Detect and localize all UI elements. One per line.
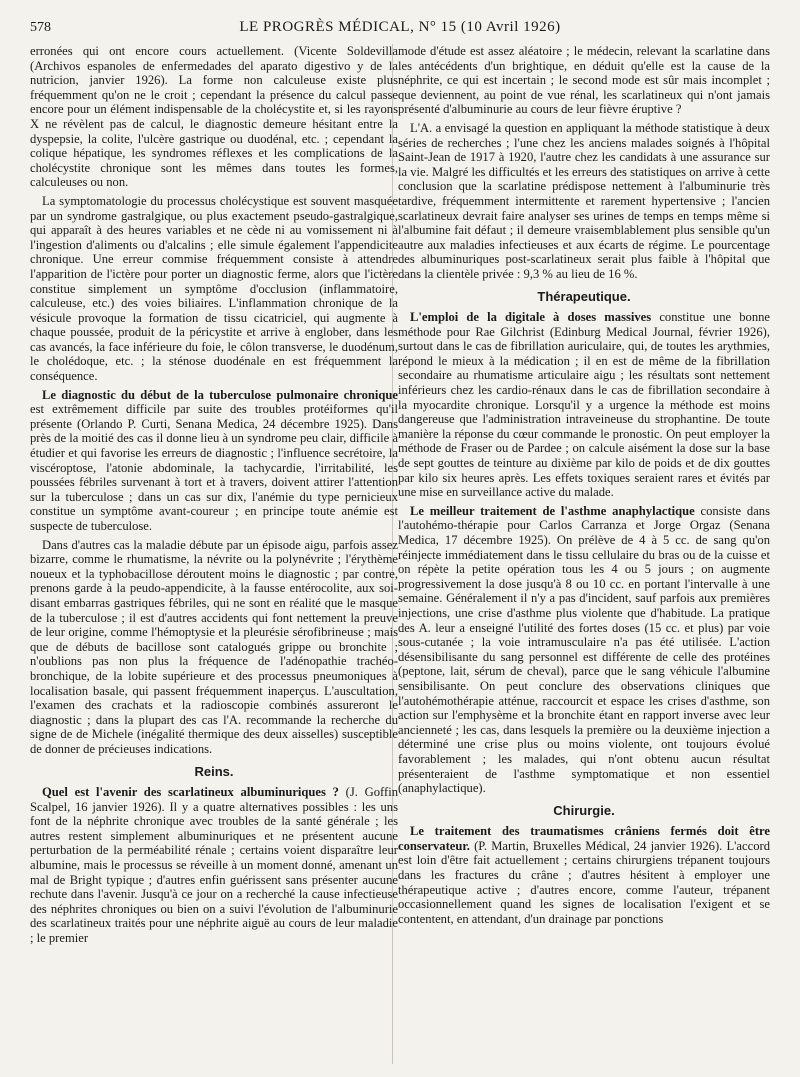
paragraph-tuberculose-cont: Dans d'autres cas la maladie débute par un épisode aigu, parfois assez bizarre, comme le rhumatisme, la névrite ou la polynévrite ; l'érythème noueux et la typhobacillose déroutent moins le diagnostic ; par contre, prenons garde à la peudo-appendicite, à la fausse entérocolite, aux soi-disant embarras gastriques fébriles, qui ne sont en réalité que le masque de la tuberculose ; il est d'autres accidents qui font nettement la preuve de leur origine, comme l'hémoptysie et la pleurésie sérofibrineuse ; mais que de débuts de bacillose sont catalogués grippe ou bronchite ; n'oublions pas non plus la fréquence de l'adénopathie trachéo-bronchique, de la lobite supérieure et des processus pneumoniques à localisation basale, qui passent fréquemment inaperçus. L'auscultation, l'examen des crachats et la radioscopie combinés assureront le diagnostic ; dans la plupart des cas l'A. recommande la recherche du signe de de Michele (inégalité thermique des deux aisselles) susceptible de donner de précieuses indications. bbox=[30, 537, 398, 756]
paragraph-asthme bbox=[398, 504, 770, 796]
paragraph-statistique: L'A. a envisagé la question en appliquant la méthode statistique à deux séries de recherches ; l'une chez les anciens malades soignés à l'hôpital Saint-Jean de 1917 à 1920, l'autre chez les candidats à une assurance sur la vie. Malgré les difficultés et les erreurs des statistiques on arrive à cette conclusion que la scarlatine prédispose nettement à l'albuminurie très tardive, fréquemment intermittente et rarement hypertensive ; l'ancien scarlatineux devrait faire analyser ses urines de temps en temps même si l'albumine fait défaut ; il demeure vraisemblablement plus sensible qu'un autre aux maladies infectieuses et aux écarts de régime. Le pourcentage des albuminuriques post-scarlatineux serait plus faible à l'hôpital que dans la clientèle privée : 9,3 % au lieu de 16 %. bbox=[398, 120, 770, 281]
paragraph-scarlatineux bbox=[30, 785, 398, 946]
section-title-therapeutique: Thérapeutique. bbox=[537, 288, 631, 304]
paragraph-symptomatologie: La symptomatologie du processus cholécystique est souvent masquée par un syndrome gastralgique, ou plus exactement pseudo-gastralgique, qui apparaît à des heures variables et ne cède ni au vomissement ni à l'ingestion d'aliments ou d'alcalins ; elle simule également l'appendicite chronique. Une erreur commise fréquemment consiste à attendre l'apparition de l'ictère pour porter un diagnostic ferme, alors que l'ictère constitue simplement un symptôme d'occlusion (inflammatoire, calculeuse, etc.) des voies biliaires. L'inflammation chronique de la vésicule provoque la formation de tissu cicatriciel, qui augmente à chaque poussée, produit de la péricystite et arrive à englober, dans les cas avancés, la face inférieure du foie, le côlon transverse, le duodénum, le cholédoque, etc. ; la sténose duodénale en est fréquemment la conséquence. bbox=[30, 193, 398, 384]
right-column bbox=[398, 44, 770, 1064]
paragraph-tuberculose bbox=[30, 388, 398, 534]
section-title-chirurgie: Chirurgie. bbox=[553, 802, 615, 818]
section-title-reins: Reins. bbox=[194, 763, 234, 779]
running-header bbox=[30, 0, 770, 40]
page-number: 578 bbox=[30, 20, 51, 35]
article-body-digitale: constitue une bonne méthode pour Rae Gilchrist (Edinburg Medical Journal, février 1926), surtout dans le cas de fibrillation auriculaire, qui, de toutes les arythmies, répond le mieux à la médication ; il en est de même de la fibrillation secondaire au rhumatisme articulaire aigu ; les résultats sont nettement inférieurs chez les cardio-rénaux dans le cas de fibrillation secondaire à la myocardite chronique. Lorsqu'il y a urgence la méthode est moins dangereuse que l'administration intraveineuse du strophantine. De toute manière la réponse du cœur commande le pronostic. On peut employer la méthode de Fraser ou de Pardee ; on calcule aisément la dose sur la base de sept gouttes de teinture au dixième par kilo de poids et de dix gouttes par kilo six heures après. Les effets toxiques seraient rares et évités par une mise en surveillance active du malade. bbox=[398, 310, 770, 500]
article-lead-asthme: Le meilleur traitement de l'asthme anaphylactique bbox=[410, 503, 695, 518]
article-lead-scarlatineux: Quel est l'avenir des scarlatineux albuminuriques ? bbox=[42, 785, 339, 800]
running-title: LE PROGRÈS MÉDICAL, N° 15 (10 Avril 1926) bbox=[239, 19, 561, 35]
article-lead-traumatismes: Le traitement des traumatismes crâniens fermés doit être conservateur. bbox=[398, 824, 770, 853]
paragraph-traumatismes bbox=[398, 824, 770, 926]
left-column bbox=[30, 44, 398, 1064]
article-lead-digitale: L'emploi de la digitale à doses massives bbox=[410, 310, 652, 325]
paragraph-cholecystite-cont: erronées qui ont encore cours actuellement. (Vicente Soldevilla (Archivos espanoles de enfermedades del aparato digestivo y de la nutricion, janvier 1926). La forme non calculeuse existe plus fréquemment qu'on ne le croit ; cependant la présence du calcul passe encore pour un élément indispensable de la cholécystite et, si les rayons X ne révèlent pas de calcul, le diagnostic demeure hésitant entre la dyspepsie, la colite, l'ulcère gastrique ou duodénal, etc. ; cependant la colique hépatique, les syndromes réflexes et les complications de la cholécystite chronique sont les mêmes dans toutes les formes, calculeuses ou non. bbox=[30, 44, 398, 190]
paragraph-digitale bbox=[398, 310, 770, 500]
article-body-tuberculose: est extrêmement difficile par suite des troubles protéiformes qu'il présente (Orlando P. Curti, Senana Medica, 24 décembre 1925). Dans près de la moitié des cas il donne lieu à un syndrome peu clair, difficile à étudier et qui favorise les erreurs de diagnostic ; l'influence secrétoire, la viscéroptose, l'atonie abdominale, la tachycardie, l'irritabilité, les poussées fébriles survenant à tort et à travers, doivent attirer l'attention sur la tuberculose ; dans un cas sur dix, l'anémie du type pernicieux constitue un symptôme avant-coureur ; en principe toute anémie est suspecte de tuberculose. bbox=[30, 402, 398, 533]
paragraph-scarlatineux-cont: mode d'étude est assez aléatoire ; le médecin, relevant la scarlatine dans les antécédents d'un brightique, en déduit qu'elle est la cause de la néphrite, ce qui est incertain ; le second mode est sûr mais incomplet ; que deviennent, au point de vue rénal, les scarlatineux qui n'ont jamais présenté d'albuminurie au cours de leur fièvre éruptive ? bbox=[398, 44, 770, 117]
article-body-asthme: consiste dans l'autohémo-thérapie pour Carlos Carranza et Jorge Orgaz (Senana Medica, 17 décembre 1925). On prélève de 4 à 5 cc. de sang qu'on réinjecte immédiatement dans le tissu cellulaire du bras ou de la cuisse et on répète la petite opération tous les 4 ou 5 jours ; on augmente progressivement la dose jusqu'à 8 ou 10 cc. en portant l'intervalle à une semaine. Généralement il n'y a pas d'incident, sauf parfois aux premières injections, une crise d'asthme plus violente que d'habitude. La pratique des A. leur a enseigné l'utilité des fortes doses (15 cc. et plus) par voie sous-cutanée ; la voie intramusculaire n'a pas été utilisée. L'action désensibilisante du sang personnel est différente de celle des protéines (peptone, lait, sérum de cheval), parce que le sang véhicule l'albumine sensibilisante. On peut conclure des observations cliniques que l'autohémothérapie atténue, raccourcit et espace les crises d'asthme, son action sur l'emphysème et la bronchite étant en rapport inverse avec leur ancienneté ; les cas, dans lesquels la première ou la deuxième injection a déterminé une crise plus ou moins violente, ont toujours évolué favorablement ; les malades, qui n'ont obtenu aucun résultat présenteraient de l'asthme symptomatique et non essentiel (anaphylactique). bbox=[398, 503, 770, 796]
article-body-traumatismes: (P. Martin, Bruxelles Médical, 24 janvier 1926). L'accord est loin d'être fait actuellement ; certains chirurgiens trépanent toujours dans les fractures du crâne ; d'autres hésitent à employer une thérapeutique active ; d'autres encore, comme l'auteur, trépanent occasionnellement quand les signes de localisation l'exigent et se contentent, en attendant, d'un drainage par ponctions bbox=[398, 838, 770, 926]
article-lead-tuberculose: Le diagnostic du début de la tuberculose pulmonaire chronique bbox=[42, 387, 398, 402]
article-body-scarlatineux: (J. Goffin Scalpel, 16 janvier 1926). Il y a quatre alternatives possibles : les uns font de la néphrite chronique avec troubles de la santé générale ; les autres restent simplement albuminuriques et ne présentent aucune perturbation de la perméabilité rénale ; certains voient disparaître leur albumine, mais le processus se réveille à un moment donné, amenant un mal de Bright typique ; d'autres enfin guérissent sans présenter aucune rechute dans l'avenir. Jusqu'à ce jour on a recherché la cause infectieuse des néphrites chroniques ou bien on a suivi l'évolution de l'albuminurie des scarlatineux traités pour une néphrite aiguë au cours de leur maladie ; le premier bbox=[30, 785, 398, 946]
